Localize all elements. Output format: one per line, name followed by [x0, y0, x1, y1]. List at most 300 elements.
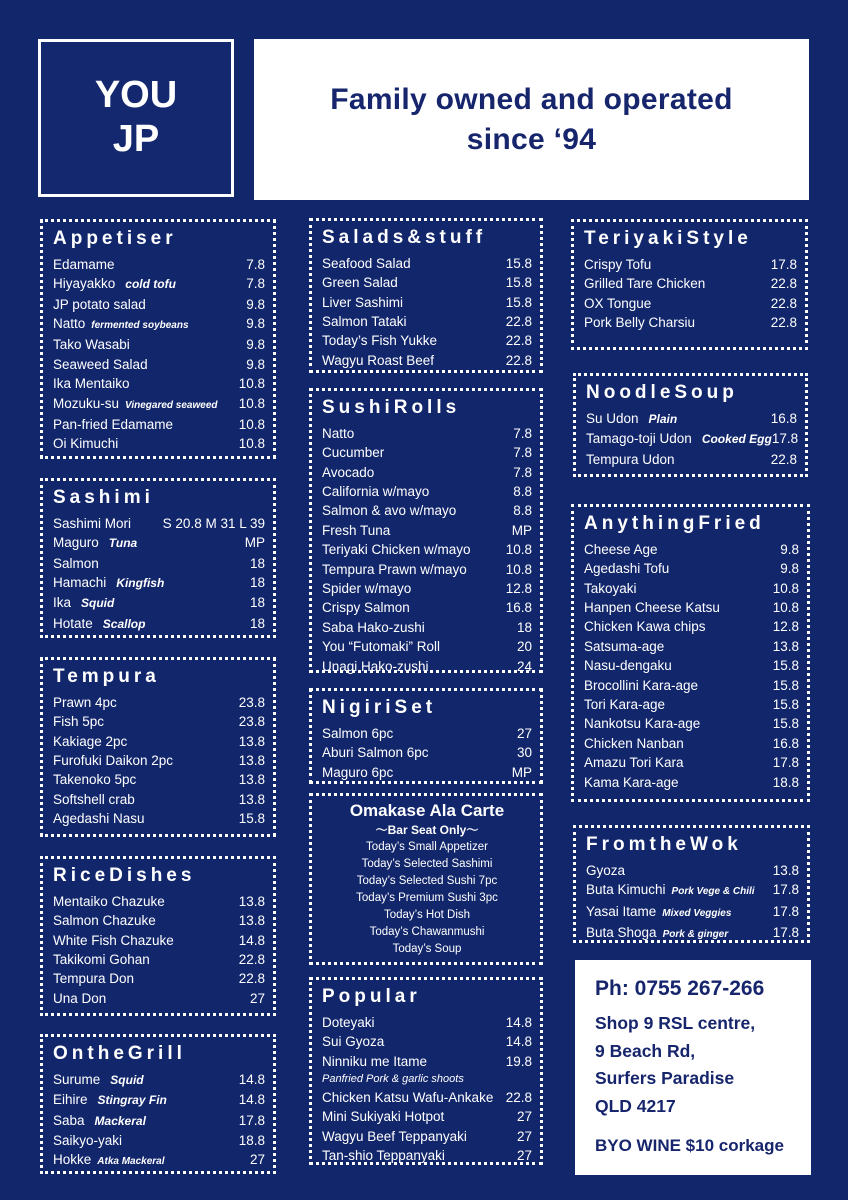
- address-line: Shop 9 RSL centre,: [595, 1013, 756, 1033]
- menu-item-name-group: [322, 1032, 384, 1051]
- section-on-the-grill: [40, 1034, 276, 1174]
- menu-item: [322, 560, 532, 579]
- menu-item-name: Tempura Udon: [586, 451, 675, 467]
- menu-item-name-group: [584, 540, 658, 559]
- menu-item: [53, 533, 265, 553]
- menu-item: [322, 579, 532, 598]
- menu-item-name: Sashimi Mori: [53, 515, 132, 531]
- menu-item-price: 18: [249, 575, 265, 591]
- menu-item-name-group: [322, 254, 411, 273]
- menu-item-name: Seaweed Salad: [53, 356, 148, 372]
- menu-item-name-group: [53, 1150, 165, 1171]
- menu-item: [322, 351, 532, 370]
- menu-item-name: Mentaiko Chazuke: [53, 893, 165, 909]
- menu-item-price: 18: [249, 615, 265, 631]
- menu-item-name-group: [53, 374, 130, 393]
- menu-item-note: Pork & ginger: [662, 929, 729, 941]
- menu-item-name-group: [584, 676, 698, 695]
- menu-item-price: 13.8: [238, 772, 265, 788]
- menu-item-price: 10.8: [505, 561, 532, 577]
- menu-item-name: Softshell crab: [53, 791, 135, 807]
- menu-item-name-group: [586, 409, 677, 429]
- omakase-item: Today’s Soup: [392, 943, 462, 955]
- menu-item: [322, 618, 532, 637]
- menu-item-name-group: [53, 415, 173, 434]
- menu-item: [53, 573, 265, 593]
- menu-item: [53, 434, 265, 453]
- menu-item-name-group: [584, 294, 651, 313]
- menu-item-price: 9.8: [780, 561, 799, 577]
- menu-item-name: Hotate: [53, 615, 93, 631]
- menu-item-note: Squid: [81, 596, 115, 611]
- menu-item-price: 10.8: [238, 376, 265, 392]
- menu-item: [53, 751, 265, 770]
- menu-item-name-group: [53, 533, 137, 553]
- menu-item-price: 15.8: [772, 716, 799, 732]
- section-title: FromtheWok: [586, 834, 742, 855]
- menu-item-name-group: [53, 770, 136, 789]
- section-salads-stuff: [309, 218, 543, 373]
- menu-item-name: Cheese Age: [584, 541, 658, 557]
- menu-item-name: Ika Mentaiko: [53, 376, 130, 392]
- menu-item-name-group: [586, 902, 731, 923]
- menu-item-note: Stingray Fin: [97, 1093, 167, 1108]
- menu-item: [53, 790, 265, 809]
- menu-item-name: Hiyayakko: [53, 276, 116, 292]
- menu-item: [322, 1127, 532, 1146]
- section-nigiri-set: [309, 688, 543, 784]
- menu-item-note: cold tofu: [125, 277, 176, 292]
- menu-item: [584, 656, 799, 675]
- section-title: NoodleSoup: [586, 382, 738, 403]
- menu-item-price: 23.8: [238, 714, 265, 730]
- menu-item-name: Avocado: [322, 464, 375, 480]
- menu-item-name: Hokke: [53, 1152, 92, 1168]
- omakase-item: Today’s Small Appetizer: [366, 841, 488, 853]
- menu-item-price: 22.8: [505, 333, 532, 349]
- menu-item-name: Nasu-dengaku: [584, 658, 672, 674]
- menu-item-name: Tempura Don: [53, 971, 135, 987]
- menu-item-price: MP: [511, 522, 532, 538]
- menu-item: [322, 443, 532, 462]
- menu-item: [53, 1150, 265, 1171]
- section-appetiser: [40, 219, 276, 459]
- menu-item: [53, 1131, 265, 1150]
- menu-item-price: 16.8: [772, 735, 799, 751]
- menu-item-name: Edamame: [53, 256, 115, 272]
- menu-item-name: Saba Hako-zushi: [322, 619, 425, 635]
- menu-item-name: Hanpen Cheese Katsu: [584, 600, 720, 616]
- menu-item: [322, 424, 532, 443]
- menu-item-name: Teriyaki Chicken w/mayo: [322, 542, 471, 558]
- menu-item-name: California w/mayo: [322, 484, 430, 500]
- menu-item-name-group: [586, 880, 755, 901]
- menu-item: [53, 1070, 265, 1090]
- menu-item-note: Scallop: [102, 616, 146, 631]
- menu-item: [322, 521, 532, 540]
- logo-box: [38, 39, 234, 197]
- menu-item-name-group: [53, 1111, 146, 1131]
- menu-item: [322, 293, 532, 312]
- menu-item-name-group: [322, 560, 467, 579]
- section-title: RiceDishes: [53, 865, 196, 886]
- menu-item-name: Natto: [53, 316, 86, 332]
- menu-item-name: Pan-fried Edamame: [53, 417, 174, 433]
- menu-item-name: Fresh Tuna: [322, 522, 391, 538]
- menu-item-price: 30: [516, 745, 532, 761]
- menu-item-price: 7.8: [513, 445, 532, 461]
- menu-item-name-group: [584, 734, 684, 753]
- menu-item: [322, 482, 532, 501]
- menu-item: [586, 902, 799, 923]
- menu-item-name: Agedashi Nasu: [53, 811, 145, 827]
- menu-item: [586, 429, 797, 449]
- menu-item-name-group: [322, 501, 456, 520]
- section-title: Popular: [322, 986, 421, 1007]
- menu-item-price: 20: [516, 639, 532, 655]
- logo-line-2: JP: [112, 118, 160, 160]
- menu-item: [53, 274, 265, 294]
- menu-item-name-group: [53, 255, 115, 274]
- menu-item-name: Tako Wasabi: [53, 337, 130, 353]
- section-title: NigiriSet: [322, 697, 437, 718]
- slogan-banner: [254, 39, 809, 200]
- menu-item-name-group: [322, 521, 390, 540]
- menu-item: [584, 637, 799, 656]
- section-sushi-rolls: [309, 388, 543, 673]
- menu-item-name-group: [584, 313, 695, 332]
- menu-item-name-group: [53, 931, 174, 950]
- menu-item-price: 22.8: [770, 295, 797, 311]
- menu-item-name: Salmon & avo w/mayo: [322, 503, 457, 519]
- slogan-line-1: Family owned and operated: [330, 82, 733, 116]
- menu-item-note: Cooked Egg: [701, 432, 772, 447]
- menu-item-name: You “Futomaki” Roll: [322, 639, 441, 655]
- menu-item-name: Sui Gyoza: [322, 1034, 385, 1050]
- menu-item-name: Satsuma-age: [584, 638, 665, 654]
- contact-panel: [575, 960, 811, 1175]
- menu-item: [584, 274, 797, 293]
- menu-item-name-group: [53, 1070, 144, 1090]
- menu-item-price: 27: [516, 1109, 532, 1125]
- menu-item-name-group: [584, 598, 720, 617]
- menu-item-name: Chicken Kawa chips: [584, 619, 706, 635]
- menu-item: [53, 989, 265, 1008]
- menu-item-name: Liver Sashimi: [322, 294, 404, 310]
- menu-item-note: Squid: [110, 1072, 144, 1087]
- menu-item-name: Natto: [322, 425, 355, 441]
- menu-item-name-group: [53, 314, 189, 335]
- menu-item-name-group: [53, 693, 117, 712]
- menu-item-name: Kama Kara-age: [584, 774, 679, 790]
- menu-item-name-group: [322, 312, 407, 331]
- menu-item: [322, 598, 532, 617]
- menu-item: [322, 501, 532, 520]
- menu-item-price: 15.8: [238, 811, 265, 827]
- menu-item-price: 13.8: [238, 733, 265, 749]
- menu-item: [584, 753, 799, 772]
- menu-item: [53, 732, 265, 751]
- menu-item-name-group: [584, 617, 706, 636]
- menu-item-name-group: [586, 923, 728, 944]
- menu-item-price: 17.8: [770, 256, 797, 272]
- section-title: TeriyakiStyle: [584, 228, 752, 249]
- menu-item-name: Mozuku-su: [53, 395, 120, 411]
- menu-item-name-group: [322, 351, 434, 370]
- menu-item-name-group: [322, 424, 354, 443]
- menu-item-price: 15.8: [505, 255, 532, 271]
- menu-item: [586, 923, 799, 944]
- menu-item: [322, 1107, 532, 1126]
- menu-item-price: 7.8: [513, 464, 532, 480]
- menu-item-price: 27: [249, 1152, 265, 1168]
- menu-item-name: Tori Kara-age: [584, 697, 666, 713]
- menu-item-price: 17.8: [772, 925, 799, 941]
- menu-item-price: 14.8: [505, 1014, 532, 1030]
- menu-item-name: Takenoko 5pc: [53, 772, 137, 788]
- menu-item-name: Fish 5pc: [53, 714, 105, 730]
- menu-item-name-group: [53, 751, 173, 770]
- menu-item: [322, 540, 532, 559]
- menu-item-price: 17.8: [772, 882, 799, 898]
- menu-item: [53, 693, 265, 712]
- menu-item: [584, 559, 799, 578]
- menu-item-price: 27: [516, 1148, 532, 1164]
- menu-item-name: Spider w/mayo: [322, 581, 412, 597]
- menu-item-name-group: [322, 1146, 445, 1165]
- menu-item: [584, 714, 799, 733]
- menu-item-price: 22.8: [770, 315, 797, 331]
- section-popular: [309, 977, 543, 1165]
- menu-item-price: 13.8: [238, 791, 265, 807]
- menu-item-price: 22.8: [505, 1090, 532, 1106]
- menu-item-name: Saikyo-yaki: [53, 1133, 123, 1149]
- menu-item: [53, 911, 265, 930]
- logo-line-1: YOU: [94, 74, 178, 117]
- menu-item-price: 14.8: [238, 932, 265, 948]
- menu-item: [53, 514, 265, 533]
- menu-item-price: 8.8: [513, 484, 532, 500]
- menu-item-price: 23.8: [238, 694, 265, 710]
- menu-item-name-group: [584, 714, 700, 733]
- menu-item: [584, 579, 799, 598]
- menu-item: [322, 273, 532, 292]
- menu-item-price: 14.8: [238, 1092, 265, 1108]
- menu-item: [322, 312, 532, 331]
- section-title: Tempura: [53, 666, 160, 687]
- menu-item-name-group: [584, 274, 705, 293]
- section-title: OntheGrill: [53, 1043, 186, 1064]
- menu-item-name-group: [53, 892, 165, 911]
- section-omakase: [309, 793, 543, 965]
- menu-item-name: Brocollini Kara-age: [584, 677, 699, 693]
- menu-item-price: 13.8: [238, 893, 265, 909]
- menu-item-price: 13.8: [238, 913, 265, 929]
- menu-item: [53, 712, 265, 731]
- menu-item: [322, 763, 532, 782]
- menu-item-name: Buta Shoga: [586, 925, 657, 941]
- menu-item-name-group: [322, 273, 398, 292]
- menu-item-name: Seafood Salad: [322, 255, 411, 271]
- menu-item-name: Maguro 6pc: [322, 764, 394, 780]
- menu-item-name-group: [322, 637, 440, 656]
- menu-item-price: 17.8: [772, 755, 799, 771]
- menu-item: [584, 676, 799, 695]
- menu-item-name-group: [53, 732, 127, 751]
- menu-item-price: 22.8: [505, 352, 532, 368]
- menu-item-name-group: [53, 809, 145, 828]
- menu-item-price: 9.8: [246, 316, 265, 332]
- address-line: QLD 4217: [595, 1095, 676, 1116]
- menu-item-name-group: [322, 598, 410, 617]
- menu-item-name: Crispy Salmon: [322, 600, 410, 616]
- menu-item-price: 15.8: [505, 275, 532, 291]
- menu-item-name-group: [322, 463, 374, 482]
- omakase-item: Today’s Chawanmushi: [369, 926, 485, 938]
- menu-item-name-group: [322, 579, 411, 598]
- menu-item-name: Grilled Tare Chicken: [584, 276, 706, 292]
- menu-item-price: 10.8: [772, 580, 799, 596]
- menu-item: [584, 540, 799, 559]
- menu-item-price: 7.8: [246, 276, 265, 292]
- menu-item-name: Wagyu Roast Beef: [322, 352, 435, 368]
- menu-item-name-group: [53, 1131, 122, 1150]
- menu-item-price: 13.8: [772, 638, 799, 654]
- menu-item-name: Crispy Tofu: [584, 256, 652, 272]
- menu-item-price: 12.8: [772, 619, 799, 635]
- menu-item-price: 19.8: [505, 1053, 532, 1069]
- menu-item: [53, 1111, 265, 1131]
- address-line: 9 Beach Rd,: [595, 1040, 696, 1061]
- menu-item: [53, 415, 265, 434]
- menu-item-name-group: [322, 482, 429, 501]
- menu-item-name-group: [53, 911, 156, 930]
- menu-item-name: Mini Sukiyaki Hotpot: [322, 1109, 445, 1125]
- menu-item-name: Ninniku me Itame: [322, 1053, 428, 1069]
- menu-item-price: 17.8: [772, 903, 799, 919]
- menu-item-name: Tamago-toji Udon: [586, 431, 692, 447]
- menu-item-price: 8.8: [513, 503, 532, 519]
- menu-item-name-group: [53, 355, 148, 374]
- menu-item-name: Tan-shio Teppanyaki: [322, 1148, 445, 1164]
- menu-item-price: 9.8: [246, 356, 265, 372]
- menu-item-price: 22.8: [505, 314, 532, 330]
- menu-item-name: Nankotsu Kara-age: [584, 716, 701, 732]
- menu-item-name-group: [53, 394, 217, 415]
- menu-item-price: 10.8: [238, 417, 265, 433]
- phone-number[interactable]: Ph: 0755 267-266: [595, 977, 765, 1000]
- menu-item: [53, 931, 265, 950]
- menu-item-price: 10.8: [238, 395, 265, 411]
- menu-item-price: 14.8: [238, 1071, 265, 1087]
- menu-item-name-group: [53, 593, 114, 613]
- menu-item: [586, 880, 799, 901]
- menu-item-name: Chicken Katsu Wafu-Ankake: [322, 1090, 494, 1106]
- menu-item: [53, 593, 265, 613]
- menu-item-price: 15.8: [505, 294, 532, 310]
- menu-item-price: 13.8: [238, 753, 265, 769]
- menu-item-price: 10.8: [238, 436, 265, 452]
- menu-item-name: Una Don: [53, 990, 107, 1006]
- menu-item-price: 10.8: [505, 542, 532, 558]
- menu-item-name-group: [53, 989, 106, 1008]
- menu-item-price: 27: [249, 990, 265, 1006]
- menu-item: [53, 969, 265, 988]
- menu-item-name: Eihire: [53, 1092, 88, 1108]
- omakase-subtitle: ～Bar Seat Only～: [375, 823, 479, 837]
- menu-item-note: Plain: [648, 411, 678, 426]
- menu-item-price: MP: [244, 535, 265, 551]
- menu-item-name: Amazu Tori Kara: [584, 755, 684, 771]
- menu-item-price: 22.8: [238, 971, 265, 987]
- section-title: Salads&stuff: [322, 227, 487, 248]
- menu-item-name-group: [53, 969, 134, 988]
- menu-item: [53, 255, 265, 274]
- menu-item-name: Gyoza: [586, 862, 626, 878]
- menu-item: [322, 254, 532, 273]
- menu-item: [584, 734, 799, 753]
- menu-item: [322, 637, 532, 656]
- menu-item-name-group: [53, 295, 146, 314]
- menu-item-price: 17.8: [771, 431, 799, 447]
- menu-item: [584, 617, 799, 636]
- menu-item-name-group: [584, 656, 672, 675]
- slogan-line-2: since ‘94: [466, 122, 597, 156]
- omakase-item: Today’s Premium Sushi 3pc: [356, 892, 498, 904]
- menu-item-name-group: [322, 443, 384, 462]
- menu-item: [584, 255, 797, 274]
- section-noodle-soup: [573, 373, 808, 477]
- menu-item-name-group: [322, 331, 437, 350]
- menu-item-name: Oi Kimuchi: [53, 436, 119, 452]
- section-sashimi: [40, 478, 276, 638]
- menu-item-name-group: [322, 657, 429, 676]
- menu-item-name: JP potato salad: [53, 296, 146, 312]
- section-teriyaki-style: [571, 219, 808, 350]
- menu-item-name-group: [53, 554, 99, 573]
- menu-item: [584, 695, 799, 714]
- menu-item-note: Atka Mackeral: [97, 1156, 165, 1168]
- menu-item-price: 18.8: [772, 774, 799, 790]
- menu-item-name-group: [53, 712, 104, 731]
- menu-item-name-group: [53, 514, 131, 533]
- menu-item-price: MP: [511, 764, 532, 780]
- menu-item-name-group: [53, 950, 150, 969]
- menu-item: [53, 770, 265, 789]
- menu-item: [322, 463, 532, 482]
- menu-item: [322, 1146, 532, 1165]
- menu-item: [53, 614, 265, 634]
- menu-item-price: 18: [249, 555, 265, 571]
- menu-item-name: Salmon: [53, 555, 99, 571]
- menu-item-price: 27: [516, 1128, 532, 1144]
- menu-item: [586, 450, 797, 469]
- menu-item-name-group: [322, 293, 403, 312]
- menu-item: [53, 335, 265, 354]
- menu-item-name-group: [584, 559, 669, 578]
- menu-item-name-group: [322, 1107, 444, 1126]
- menu-item: [584, 773, 799, 792]
- menu-item-name-group: [586, 861, 625, 880]
- omakase-title: Omakase Ala Carte: [349, 801, 505, 820]
- menu-item-price: 22.8: [770, 276, 797, 292]
- menu-item-name: Takikomi Gohan: [53, 952, 150, 968]
- menu-item-name-group: [584, 773, 679, 792]
- menu-item-price: 18.8: [238, 1133, 265, 1149]
- menu-item-note: fermented soybeans: [91, 320, 189, 332]
- menu-item-price: 22.8: [770, 451, 797, 467]
- menu-item: [53, 355, 265, 374]
